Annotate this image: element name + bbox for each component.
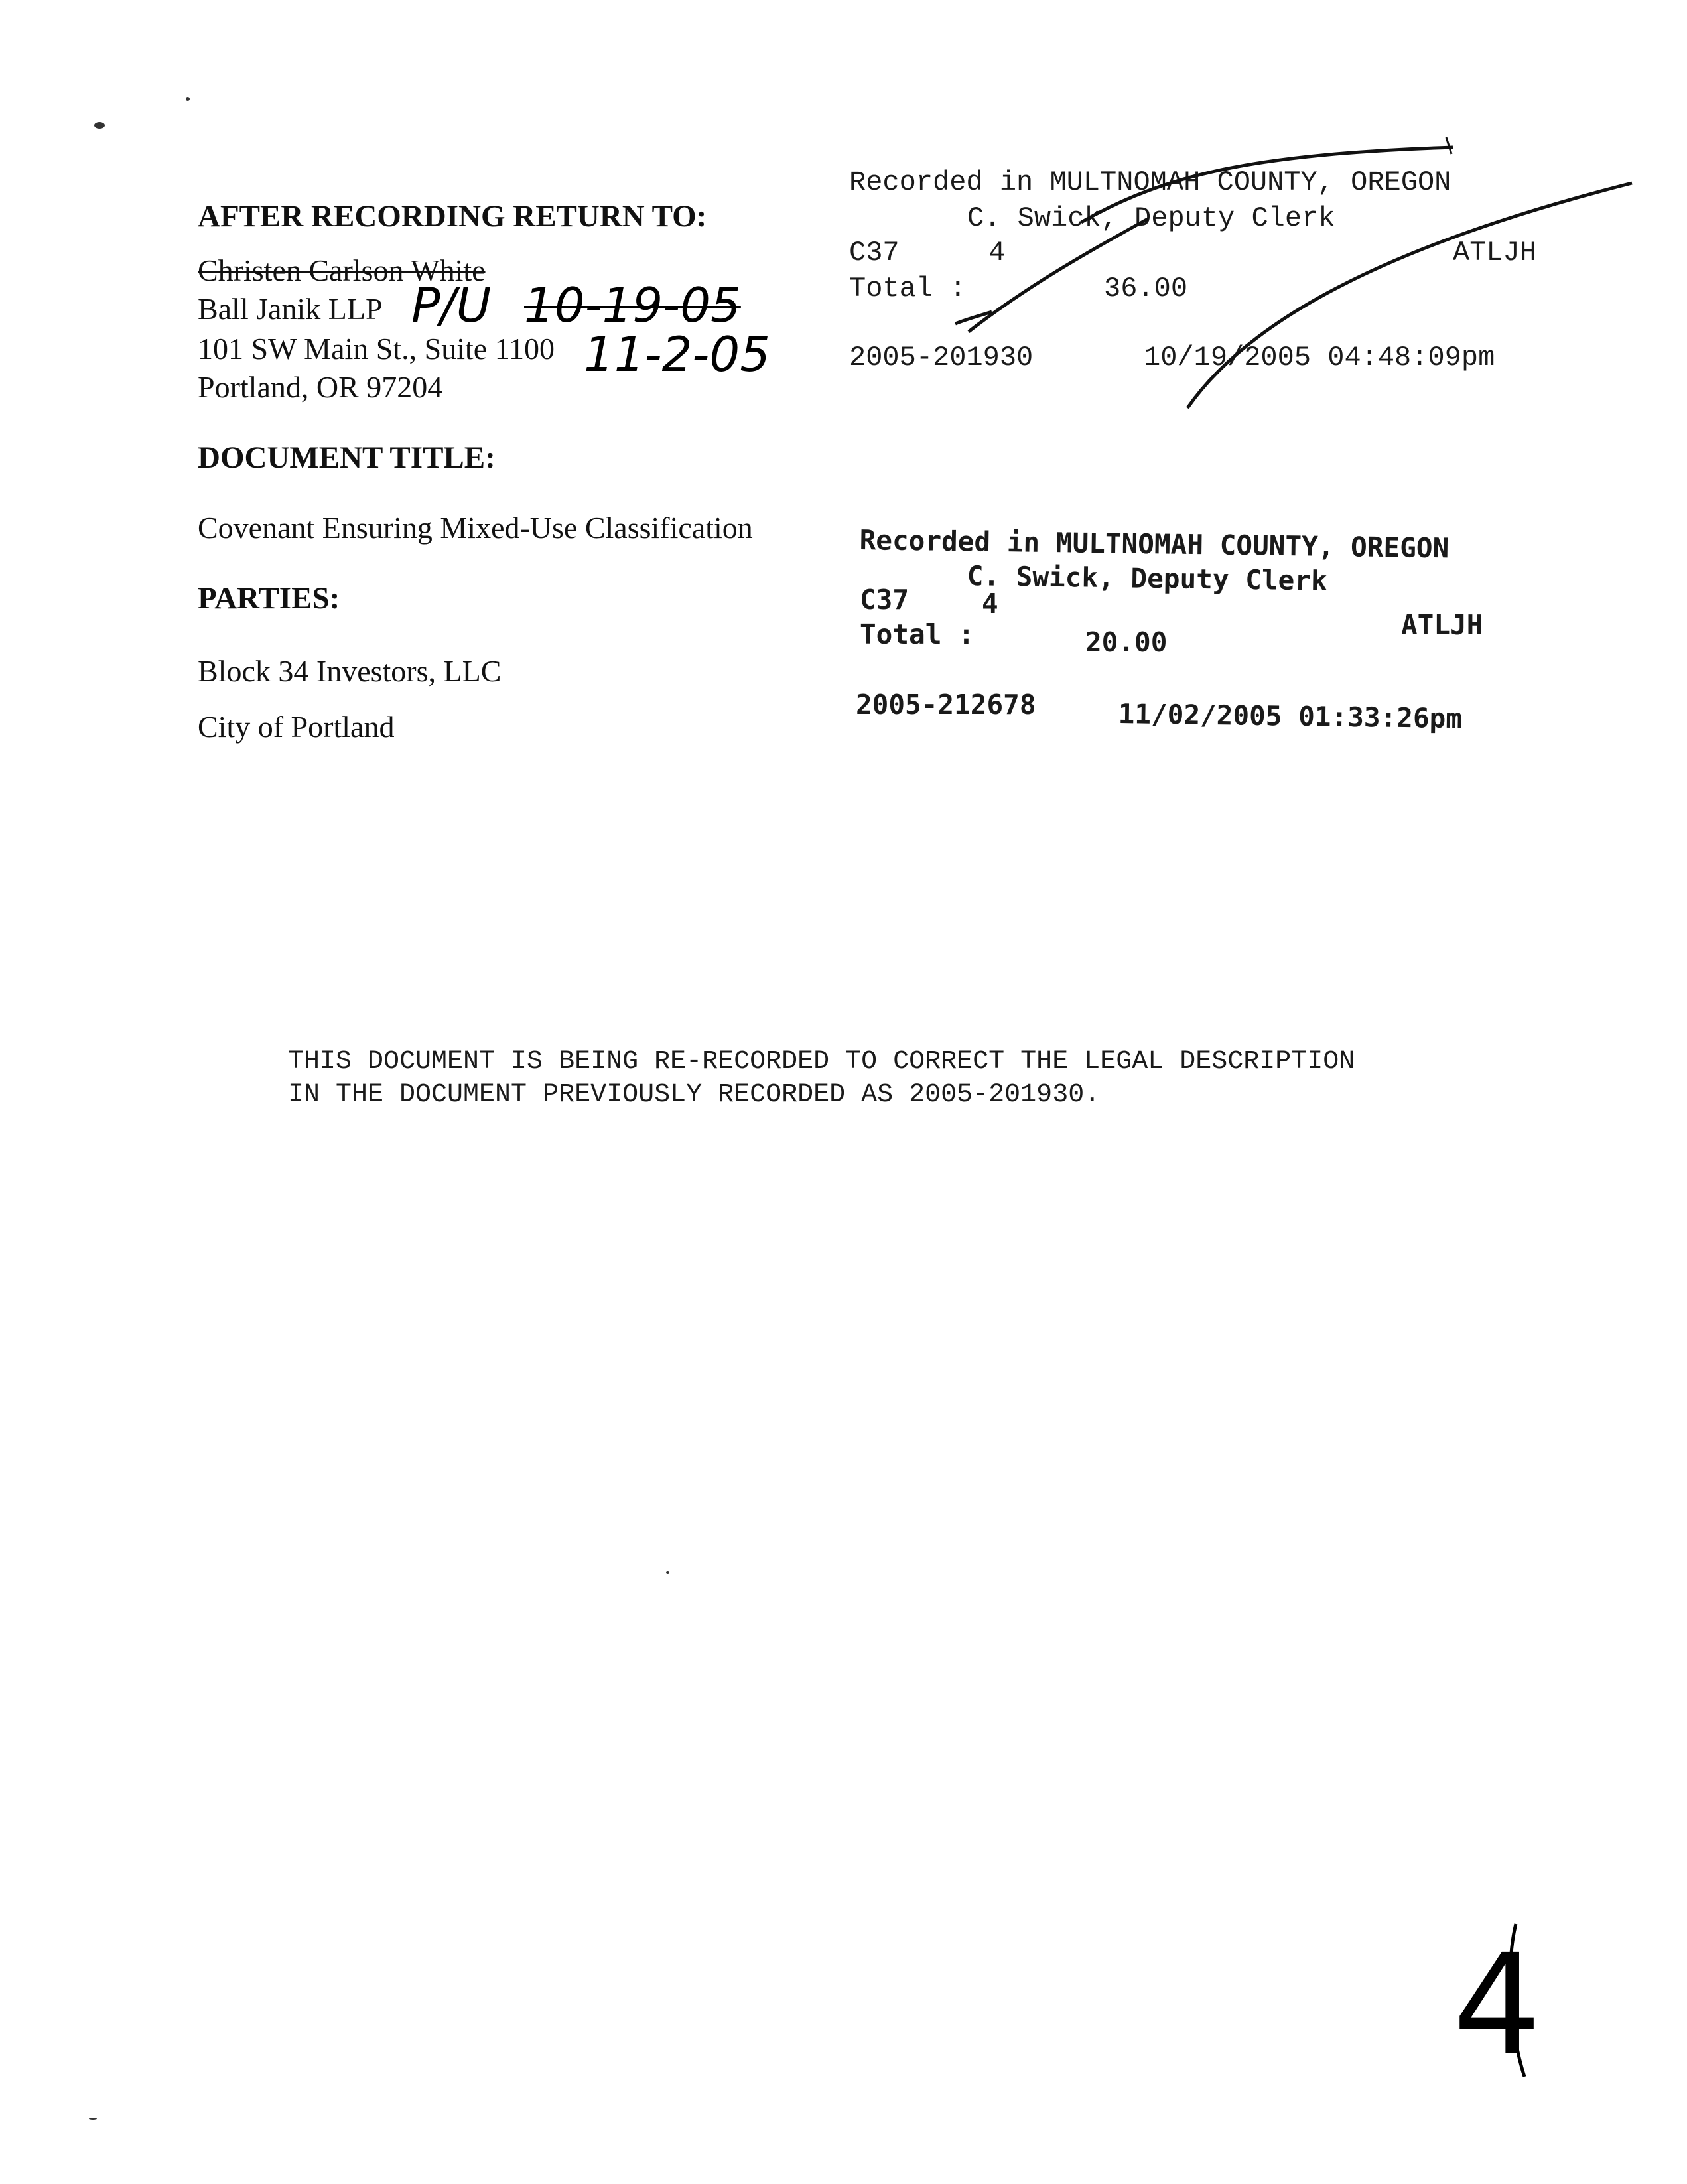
firm-name: Ball Janik LLP xyxy=(198,292,383,326)
handwritten-page-number: 4 xyxy=(1453,1924,1542,2086)
stamp-total-label: Total : xyxy=(860,618,975,650)
document-title-heading: DOCUMENT TITLE: xyxy=(198,441,496,475)
party-item: Block 34 Investors, LLC xyxy=(198,654,502,688)
stamp-datetime: 11/02/2005 01:33:26pm xyxy=(1118,698,1463,735)
scan-speck xyxy=(186,97,190,101)
stamp-clerk-code: ATLJH xyxy=(1453,237,1537,269)
stamp-recorded-line: Recorded in MULTNOMAH COUNTY, OREGON xyxy=(859,524,1450,565)
stamp-datetime: 10/19/2005 04:48:09pm xyxy=(1144,342,1495,374)
stamp-total-value: 20.00 xyxy=(1085,626,1168,658)
rerecording-notice-line-1: THIS DOCUMENT IS BEING RE-RECORDED TO CORRECT THE LEGAL DESCRIPTION xyxy=(288,1047,1355,1077)
stamp-document-number: 2005-212678 xyxy=(856,689,1036,720)
stamp-code: C37 xyxy=(860,584,910,616)
scan-speck xyxy=(89,2118,97,2120)
stamp-document-number: 2005-201930 xyxy=(849,342,1034,374)
scan-speck xyxy=(666,1571,669,1574)
stamp-total-value: 36.00 xyxy=(1104,273,1188,305)
address-line-2: Portland, OR 97204 xyxy=(198,370,443,404)
return-to-heading: AFTER RECORDING RETURN TO: xyxy=(198,199,707,234)
stamp-recorded-line: Recorded in MULTNOMAH COUNTY, OREGON xyxy=(849,167,1451,198)
struck-contact-name: Christen Carlson White xyxy=(198,253,486,287)
rerecording-notice-line-2: IN THE DOCUMENT PREVIOUSLY RECORDED AS 2005-201930. xyxy=(288,1080,1101,1110)
party-item: City of Portland xyxy=(198,710,395,744)
stamp-clerk-line: C. Swick, Deputy Clerk xyxy=(967,560,1328,597)
handwritten-date: 11-2-05 xyxy=(584,326,771,382)
stamp-pages: 4 xyxy=(982,588,998,620)
handwritten-date-struck: 10-19-05 xyxy=(524,277,741,333)
parties-heading: PARTIES: xyxy=(198,581,340,616)
document-title-value: Covenant Ensuring Mixed-Use Classification xyxy=(198,511,753,545)
handwritten-initials: P/U xyxy=(411,277,492,333)
stamp-pages: 4 xyxy=(988,237,1006,269)
scan-speck xyxy=(94,122,105,129)
address-line-1: 101 SW Main St., Suite 1100 xyxy=(198,332,555,366)
stamp-total-label: Total : xyxy=(849,273,967,305)
stamp-clerk-code: ATLJH xyxy=(1401,609,1483,641)
stamp-clerk-line: C. Swick, Deputy Clerk xyxy=(967,202,1335,234)
stamp-code: C37 xyxy=(849,237,900,269)
